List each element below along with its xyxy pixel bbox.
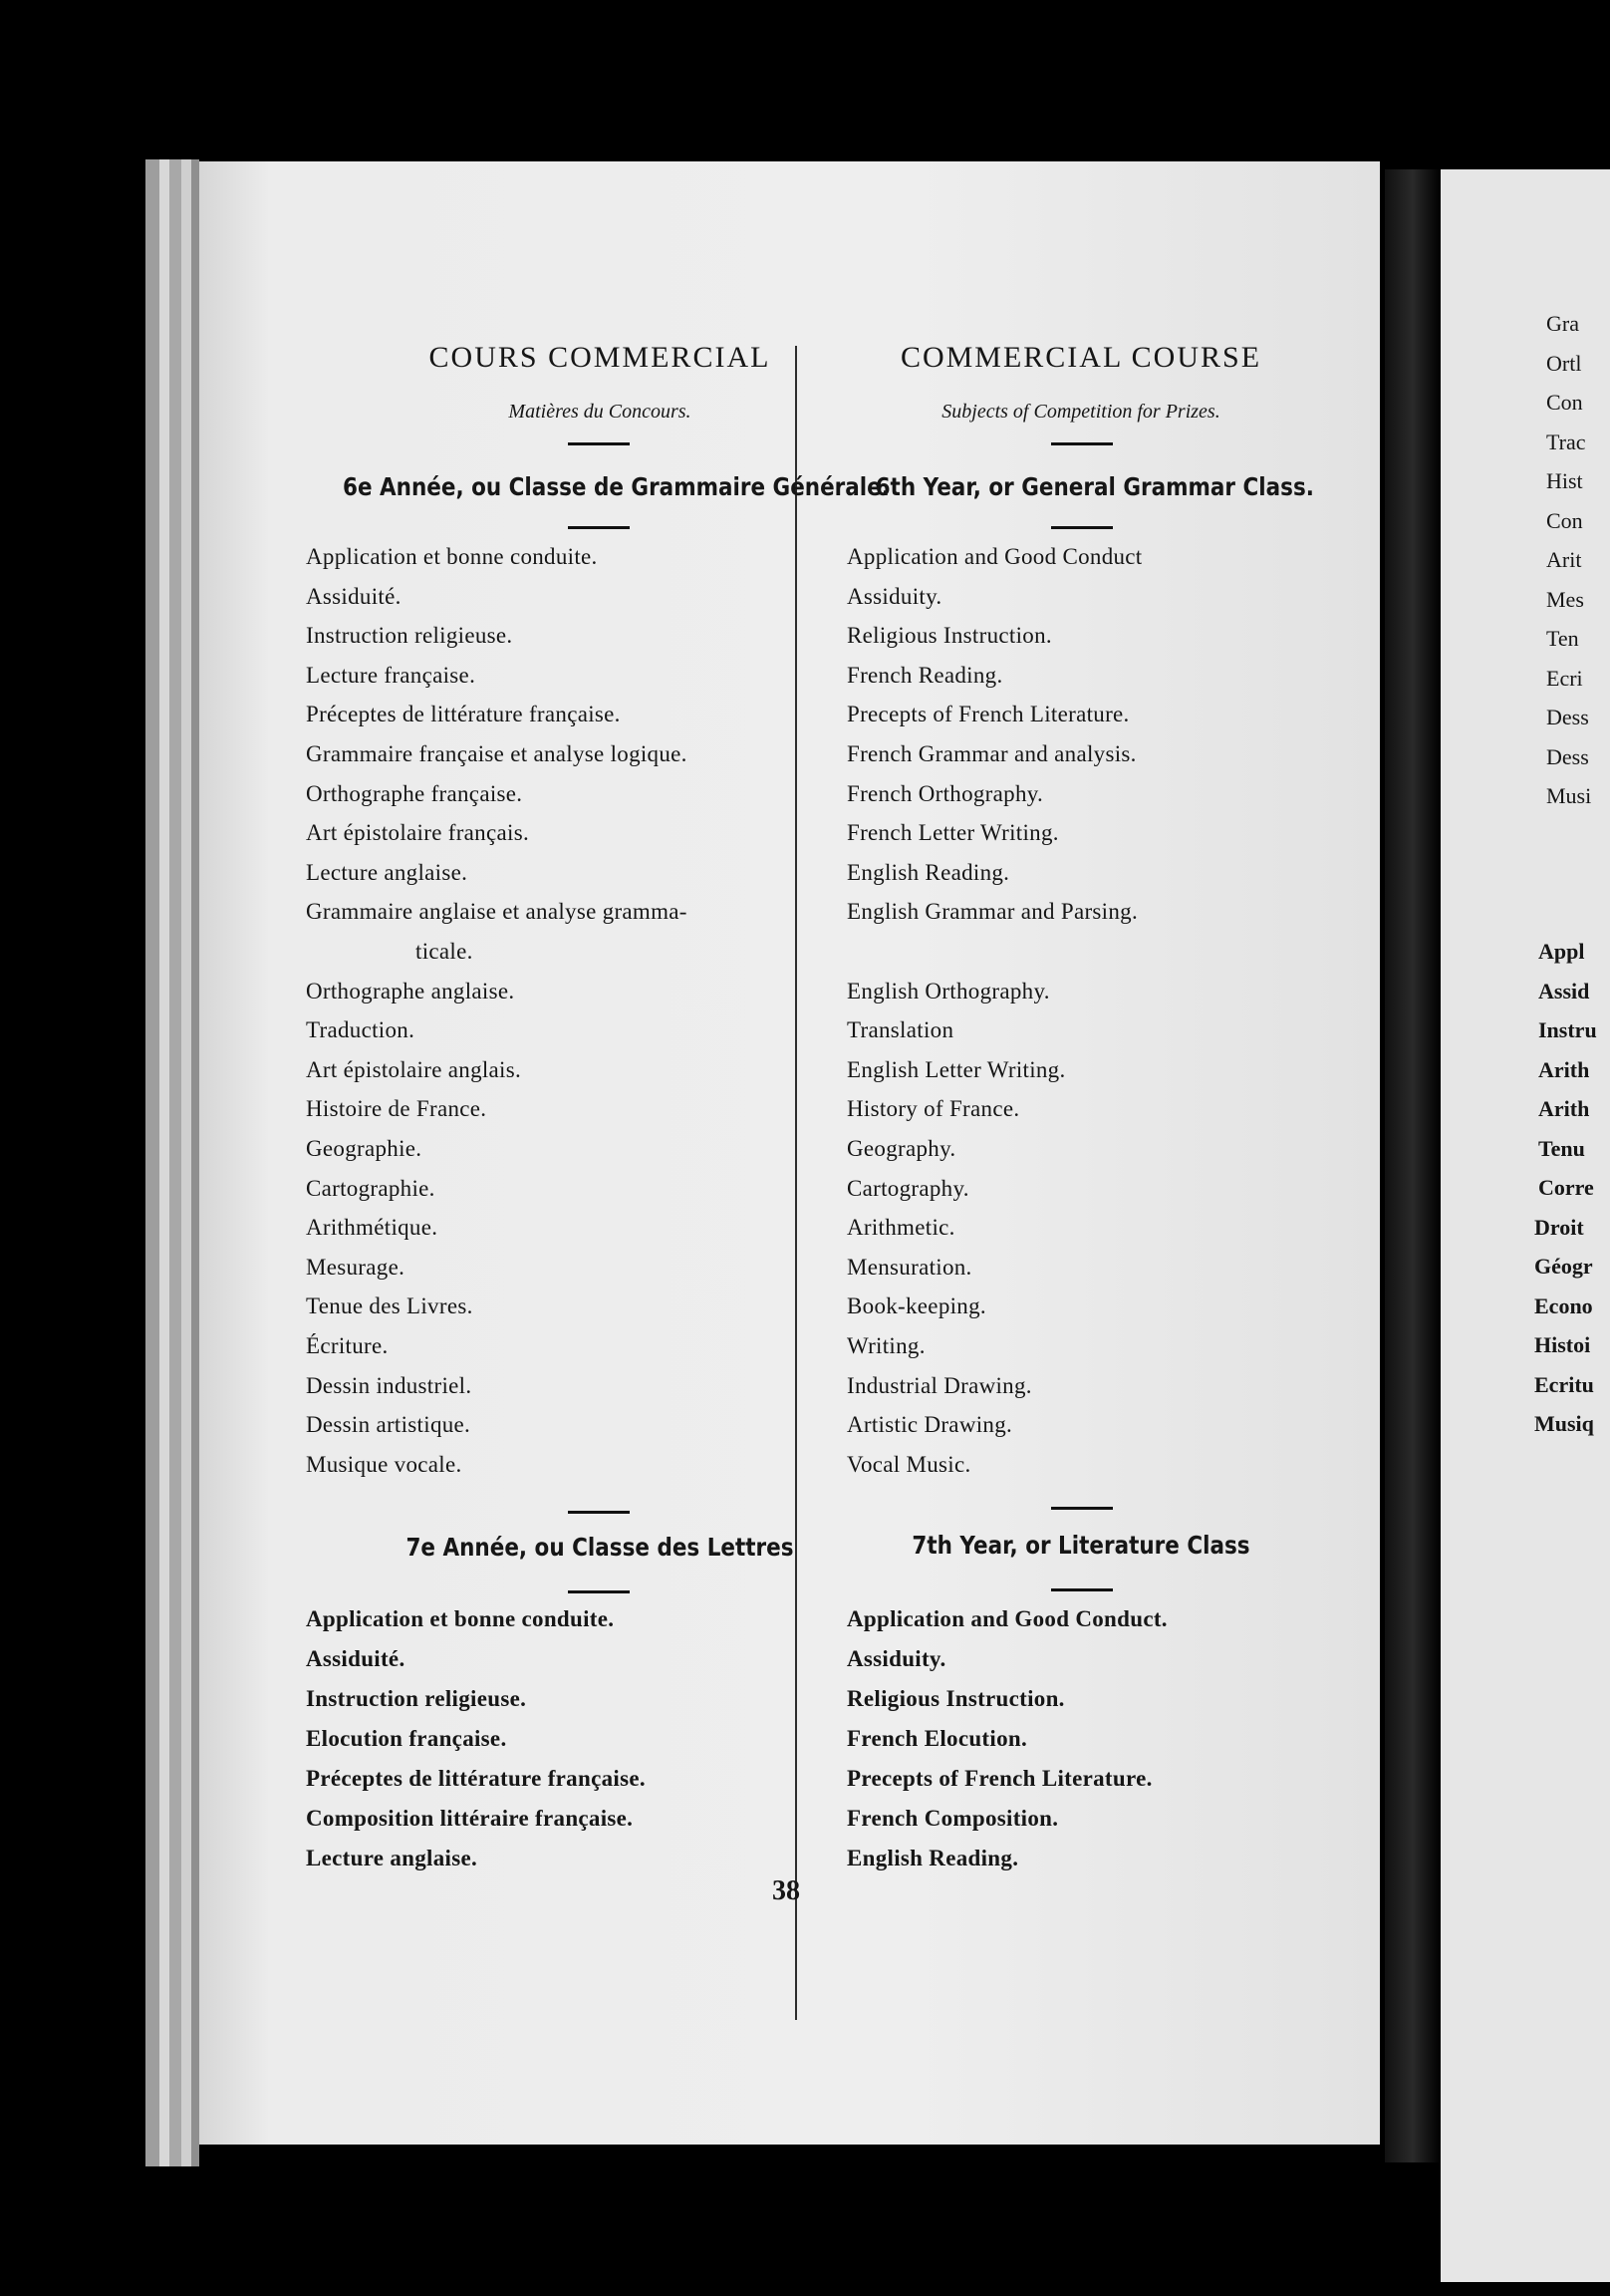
- subject-item: Préceptes de littérature française.: [306, 702, 621, 727]
- section-rule: [1051, 526, 1113, 529]
- subject-item: Art épistolaire français.: [306, 820, 529, 846]
- next-page-text: Tenu: [1538, 1135, 1585, 1161]
- subject-item: Cartographie.: [306, 1175, 435, 1201]
- next-page-text: Gra: [1546, 311, 1579, 336]
- english-section2-heading: 7th Year, or Literature Class: [912, 1531, 1250, 1560]
- subject-item: Composition littéraire française.: [306, 1806, 634, 1831]
- next-page-text: Hist: [1546, 468, 1583, 493]
- subject-item: Mensuration.: [847, 1254, 972, 1280]
- book-edge-strip: [191, 159, 199, 2166]
- subject-item: Instruction religieuse.: [306, 623, 513, 649]
- english-course-title: COMMERCIAL COURSE: [900, 341, 1262, 374]
- next-page-text: Trac: [1546, 429, 1586, 454]
- subject-item: Musique vocale.: [306, 1451, 462, 1477]
- next-page-text: Con: [1546, 390, 1583, 415]
- subject-item: Application and Good Conduct.: [847, 1606, 1168, 1631]
- subject-item: French Grammar and analysis.: [847, 741, 1137, 766]
- english-subtitle: Subjects of Competition for Prizes.: [941, 401, 1220, 423]
- next-page-text: Ortl: [1546, 350, 1582, 376]
- subject-item: Lecture anglaise.: [306, 1846, 478, 1870]
- next-page-text: Ecritu: [1534, 1371, 1594, 1397]
- next-page-text: Econo: [1534, 1292, 1593, 1318]
- book-gutter: [1385, 169, 1441, 2162]
- subject-item: French Orthography.: [847, 780, 1044, 806]
- subject-item: Precepts of French Literature.: [847, 702, 1130, 727]
- subject-item: Elocution française.: [306, 1726, 507, 1751]
- section-rule: [568, 1511, 630, 1514]
- subject-item: Dessin artistique.: [306, 1412, 471, 1438]
- section-rule: [1051, 1507, 1113, 1510]
- column-divider: [795, 346, 797, 2020]
- subject-item: Religious Instruction.: [847, 623, 1052, 649]
- subject-item: Writing.: [847, 1333, 926, 1358]
- title-rule: [1051, 442, 1113, 445]
- next-page-text: Ecri: [1546, 665, 1583, 691]
- subject-item: Tenue des Livres.: [306, 1293, 473, 1319]
- subject-item: French Letter Writing.: [847, 820, 1059, 846]
- subject-item: English Reading.: [847, 859, 1010, 885]
- subject-item: French Composition.: [847, 1806, 1059, 1831]
- title-rule: [568, 442, 630, 445]
- subject-item: Dessin industriel.: [306, 1372, 472, 1398]
- subject-item: Arithmetic.: [847, 1215, 955, 1241]
- subject-item: Assiduity.: [847, 1646, 946, 1671]
- subject-item: Instruction religieuse.: [306, 1686, 527, 1711]
- subject-item: Lecture anglaise.: [306, 859, 468, 885]
- subject-item: Cartography.: [847, 1175, 969, 1201]
- subject-item: Application and Good Conduct: [847, 544, 1143, 569]
- next-page-text: Arith: [1538, 1096, 1590, 1121]
- next-page-text: Ten: [1546, 626, 1579, 651]
- french-section2-heading: 7e Année, ou Classe des Lettres: [405, 1533, 794, 1562]
- subject-item: Book-keeping.: [847, 1293, 986, 1319]
- page-number: 38: [772, 1875, 800, 1906]
- subject-item: Religious Instruction.: [847, 1686, 1065, 1711]
- section-rule: [568, 526, 630, 529]
- subject-item: Lecture française.: [306, 662, 476, 688]
- next-page-text: Instru: [1538, 1017, 1597, 1042]
- subject-item: Assiduité.: [306, 583, 402, 609]
- subject-item: Traduction.: [306, 1017, 415, 1043]
- subject-item: Assiduity.: [847, 583, 942, 609]
- subject-item: English Letter Writing.: [847, 1056, 1066, 1082]
- next-page-text: Con: [1546, 507, 1583, 533]
- book-edge-strip: [145, 159, 159, 2166]
- next-page-text: Appl: [1538, 939, 1585, 964]
- subject-item: Vocal Music.: [847, 1451, 971, 1477]
- subject-item: Industrial Drawing.: [847, 1372, 1032, 1398]
- subject-item: Geographie.: [306, 1136, 422, 1161]
- subject-item: English Grammar and Parsing.: [847, 899, 1139, 925]
- subject-item: English Reading.: [847, 1846, 1019, 1870]
- subject-item: Histoire de France.: [306, 1096, 487, 1122]
- subject-item: Translation: [847, 1017, 954, 1043]
- book-edge-strip: [181, 159, 191, 2166]
- subject-item: Application et bonne conduite.: [306, 544, 598, 569]
- subject-item: Art épistolaire anglais.: [306, 1056, 522, 1082]
- next-page-fragment: [1441, 169, 1610, 2282]
- subject-item: Orthographe anglaise.: [306, 978, 515, 1004]
- english-section1-heading: 6th Year, or General Grammar Class.: [875, 472, 1314, 501]
- book-page: [199, 161, 1380, 2145]
- next-page-text: Musiq: [1534, 1411, 1594, 1436]
- subject-item: Assiduité.: [306, 1646, 405, 1671]
- subject-item: Orthographe française.: [306, 780, 523, 806]
- subject-item: Écriture.: [306, 1333, 389, 1358]
- french-course-title: COURS COMMERCIAL: [428, 341, 771, 374]
- subject-item: Geography.: [847, 1136, 956, 1161]
- next-page-text: Mes: [1546, 586, 1584, 612]
- subject-item: Artistic Drawing.: [847, 1412, 1013, 1438]
- subject-item: Precepts of French Literature.: [847, 1766, 1153, 1791]
- book-edge-strip: [159, 159, 169, 2166]
- section-rule: [1051, 1588, 1113, 1591]
- subject-item: French Elocution.: [847, 1726, 1028, 1751]
- next-page-text: Histoi: [1534, 1332, 1591, 1357]
- french-subtitle: Matières du Concours.: [508, 401, 691, 423]
- next-page-text: Assid: [1538, 978, 1590, 1004]
- next-page-text: Dess: [1546, 743, 1589, 769]
- section-rule: [568, 1590, 630, 1593]
- next-page-text: Arit: [1546, 547, 1582, 572]
- subject-item: Application et bonne conduite.: [306, 1606, 615, 1631]
- next-page-text: Droit: [1534, 1214, 1584, 1240]
- book-edge-strip: [169, 159, 181, 2166]
- subject-item: English Orthography.: [847, 978, 1050, 1004]
- subject-item: Préceptes de littérature française.: [306, 1766, 646, 1791]
- french-section1-heading: 6e Année, ou Classe de Grammaire Générale.: [343, 472, 890, 501]
- next-page-text: Arith: [1538, 1056, 1590, 1082]
- subject-item: Mesurage.: [306, 1254, 405, 1280]
- subject-item: Grammaire anglaise et analyse gramma-: [306, 899, 687, 925]
- subject-item: ticale.: [415, 939, 473, 964]
- next-page-text: Corre: [1538, 1175, 1594, 1200]
- subject-item: Grammaire française et analyse logique.: [306, 741, 687, 766]
- subject-item: History of France.: [847, 1096, 1020, 1122]
- next-page-text: Musi: [1546, 783, 1592, 808]
- next-page-text: Dess: [1546, 705, 1589, 729]
- subject-item: Arithmétique.: [306, 1215, 438, 1241]
- subject-item: French Reading.: [847, 662, 1003, 688]
- next-page-text: Géogr: [1534, 1254, 1593, 1279]
